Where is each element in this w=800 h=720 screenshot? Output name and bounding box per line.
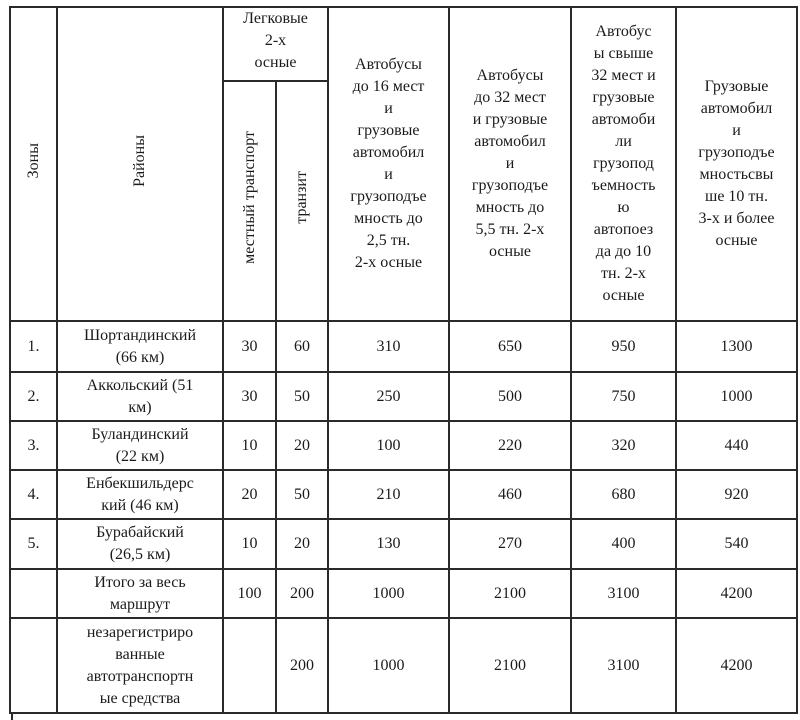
header-line: Легковые: [243, 10, 308, 27]
district-line: Аккольский (51: [86, 376, 194, 394]
header-line: да до 10: [595, 243, 652, 260]
header-local: [223, 81, 276, 321]
cell-district: [57, 372, 223, 421]
header-line: 2-х: [264, 32, 287, 49]
header-line: мность до: [354, 210, 423, 227]
header-line: автомоби: [591, 111, 656, 128]
cell-zone: 1.: [10, 321, 57, 372]
cell-bus-over32: 680: [571, 470, 676, 519]
district-line: Шортандинский: [83, 326, 197, 344]
district-line: кий (46 км): [101, 496, 179, 514]
header-line: ы свыше: [593, 45, 654, 62]
header-text: [698, 76, 774, 252]
header-text: [350, 54, 426, 274]
header-districts: [57, 7, 223, 321]
table-row: [10, 321, 797, 372]
header-line: грузовые: [592, 89, 655, 106]
header-trucks: [676, 7, 797, 321]
header-line: осные: [715, 232, 758, 249]
cell-district: [57, 321, 223, 372]
table-row: [10, 569, 797, 618]
header-line: ю: [617, 199, 630, 216]
cell-local: 10: [223, 519, 276, 569]
cell-transit: 20: [276, 519, 328, 569]
cell-bus16: 1000: [328, 569, 449, 618]
cell-bus32: 220: [449, 421, 571, 470]
cell-district: [57, 421, 223, 470]
header-zones-label: Зоны: [24, 142, 42, 179]
cell-district: [57, 470, 223, 519]
district-line: ые средства: [99, 689, 181, 707]
header-line: тн. 2-х: [601, 265, 646, 282]
header-line: и: [732, 122, 741, 139]
table-row: [10, 519, 797, 569]
cell-bus-over32: 3100: [571, 569, 676, 618]
cell-transit: 200: [276, 569, 328, 618]
header-passenger-group: [223, 7, 328, 81]
cell-zone: 2.: [10, 372, 57, 421]
cell-bus-over32: 750: [571, 372, 676, 421]
header-bus-over32: [571, 7, 676, 321]
text-cursor-mark: [11, 714, 13, 720]
header-line: грузоподъе: [350, 188, 427, 205]
header-line: 3-х и более: [698, 210, 775, 227]
cell-district: [57, 519, 223, 569]
cell-bus32: 270: [449, 519, 571, 569]
district-line: ванные: [115, 645, 165, 663]
header-line: автомобил: [352, 144, 425, 161]
header-line: до 32 мест: [474, 89, 546, 106]
district-line: автотранспортн: [86, 667, 194, 685]
table-row: [10, 421, 797, 470]
cell-local: 10: [223, 421, 276, 470]
header-line: до 16 мест: [352, 78, 425, 95]
header-line: мность до: [475, 199, 545, 216]
cell-bus-over32: 400: [571, 519, 676, 569]
header-line: и: [384, 100, 393, 117]
district-line: (66 км): [115, 348, 165, 366]
header-line: ше 10 тн.: [705, 188, 768, 205]
table-body: [10, 321, 797, 713]
cell-bus-over32: 950: [571, 321, 676, 372]
cell-trucks: 1300: [676, 321, 797, 372]
header-passenger-lines: [243, 8, 308, 74]
cell-local: [223, 618, 276, 713]
cell-zone: 5.: [10, 519, 57, 569]
district-line: Бурабайский: [96, 524, 184, 541]
cell-bus32: 2100: [449, 569, 571, 618]
cell-trucks: 540: [676, 519, 797, 569]
cell-zone: [10, 618, 57, 713]
cell-zone: [10, 569, 57, 618]
cell-bus16: 250: [328, 372, 449, 421]
district-line: (26,5 км): [109, 546, 171, 563]
cell-bus-over32: 3100: [571, 618, 676, 713]
district-line: маршрут: [109, 595, 171, 613]
table-row: [10, 618, 797, 713]
cell-bus16: 130: [328, 519, 449, 569]
header-line: автопоез: [593, 221, 654, 238]
cell-trucks: 1000: [676, 372, 797, 421]
header-line: осные: [254, 54, 297, 71]
district-line: Итого за весь: [94, 573, 186, 591]
district-line: км): [128, 398, 152, 416]
cell-bus32: 650: [449, 321, 571, 372]
header-line: осные: [489, 243, 531, 260]
header-local-label: местный транспорт: [240, 131, 258, 264]
header-line: осные: [602, 287, 645, 304]
cell-local: 30: [223, 372, 276, 421]
cell-bus16: 310: [328, 321, 449, 372]
cell-transit: 50: [276, 372, 328, 421]
header-line: 32 мест и: [591, 67, 656, 84]
header-line: грузопод: [593, 155, 654, 172]
cell-zone: 4.: [10, 470, 57, 519]
header-line: автомобил: [474, 133, 546, 150]
cell-bus32: 2100: [449, 618, 571, 713]
header-line: ли: [615, 133, 632, 150]
header-line: 2-х осные: [354, 254, 423, 271]
header-line: Грузовые: [704, 78, 769, 95]
district-line: незарегистриро: [86, 623, 194, 641]
header-text: [591, 21, 655, 307]
header-line: Автобусы: [476, 67, 544, 84]
cell-bus-over32: 320: [571, 421, 676, 470]
cell-district: [57, 569, 223, 618]
cell-trucks: 920: [676, 470, 797, 519]
cell-local: 100: [223, 569, 276, 618]
cell-bus32: 460: [449, 470, 571, 519]
header-line: грузоподъе: [471, 177, 549, 194]
header-line: и: [384, 166, 393, 183]
header-line: грузовые: [357, 122, 420, 139]
header-bus32: [449, 7, 571, 321]
table-row: [10, 372, 797, 421]
header-line: и грузовые: [472, 111, 548, 128]
cell-trucks: 4200: [676, 618, 797, 713]
header-row-top: [10, 7, 797, 81]
cell-transit: 60: [276, 321, 328, 372]
cell-local: 20: [223, 470, 276, 519]
header-transit-label: транзит: [293, 171, 310, 224]
header-zones: [10, 7, 57, 321]
header-bus16: [328, 7, 449, 321]
header-line: Автобус: [595, 23, 652, 40]
header-line: и: [505, 155, 515, 172]
cell-bus16: 210: [328, 470, 449, 519]
header-line: 2,5 тн.: [366, 232, 411, 249]
cell-bus16: 100: [328, 421, 449, 470]
district-line: Енбекшильдерс: [86, 474, 194, 492]
cell-zone: 3.: [10, 421, 57, 470]
district-line: Буландинский: [91, 425, 189, 443]
cell-trucks: 4200: [676, 569, 797, 618]
header-line: 5,5 тн. 2-х: [475, 221, 545, 238]
table-row: [10, 470, 797, 519]
cell-trucks: 440: [676, 421, 797, 470]
cell-bus16: 1000: [328, 618, 449, 713]
cell-local: 30: [223, 321, 276, 372]
header-line: Автобусы: [355, 56, 422, 73]
header-line: автомобил: [700, 100, 773, 117]
district-line: (22 км): [115, 447, 165, 465]
cell-bus32: 500: [449, 372, 571, 421]
tariff-table: [9, 6, 798, 714]
header-districts-label: Районы: [131, 134, 148, 187]
header-transit: [276, 81, 328, 321]
cell-transit: 50: [276, 470, 328, 519]
cell-transit: 20: [276, 421, 328, 470]
header-line: ъемность: [591, 177, 656, 194]
header-line: мностьсвы: [699, 166, 774, 183]
header-line: грузоподъе: [698, 144, 775, 161]
cell-transit: 200: [276, 618, 328, 713]
header-text: [472, 65, 548, 263]
cell-district: [57, 618, 223, 713]
